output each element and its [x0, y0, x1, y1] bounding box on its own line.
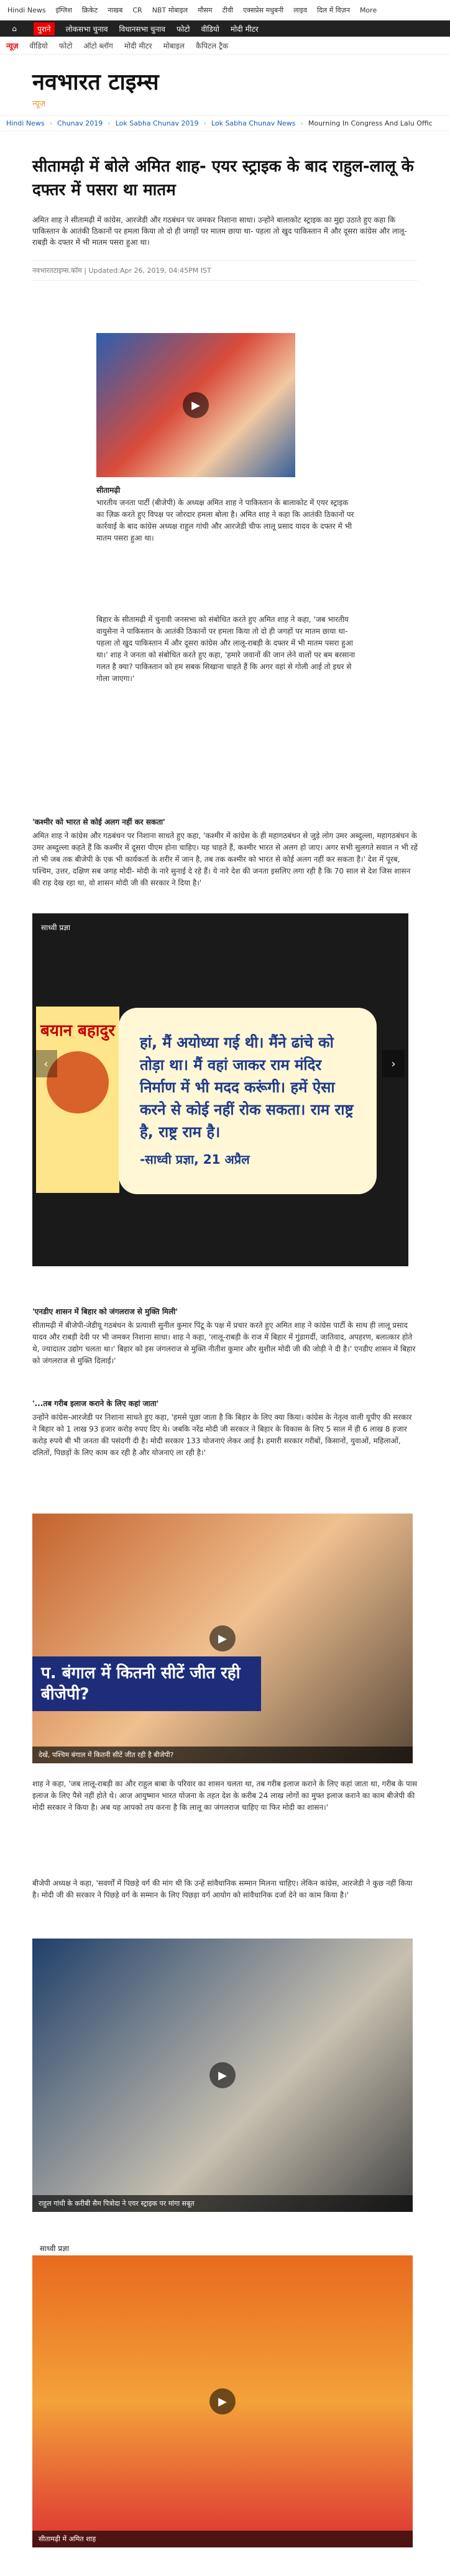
- play-icon[interactable]: ▶: [209, 1625, 236, 1651]
- breadcrumb-separator: ›: [203, 119, 206, 127]
- video-2-overlay: प. बंगाल में कितनी सीटें जीत रही बीजेपी?: [32, 1656, 261, 1711]
- breadcrumb-item-1[interactable]: Chunav 2019: [57, 119, 103, 127]
- article-paragraph-4: सीतामढ़ी में बीजेपी-जेडीयू गठबंधन के प्रत्याशी सुनील कुमार पिंटू के पक्ष में प्रचार करते हुए अमित शाह ने कांग्रेस पार्टी के साथ ही लालू प्रसाद यादव और राबड़ी देवी पर भी जमकर निशाना साधा। शाह ने कहा, 'लालू-राबड़ी के राज में बिहार में गुंडागर्दी, जातिवाद, अपहरण, बलात्कार होते थे, ज्यादातर उद्योग चलता था।' बिहार को इस जंगलराज से मुक्ति नीतीश कुमार और सुशील मोदी जी की जोड़ी ने दी है।' एनडीए शासन में बिहार को जंगलराज से मुक्ति दिलाई।': [32, 1321, 416, 1365]
- subnav-item-modi-meter[interactable]: मोदी मीटर: [124, 41, 152, 50]
- nav-item-5[interactable]: मोदी मीटर: [230, 24, 259, 34]
- subnav-item-photo[interactable]: फोटो: [58, 41, 73, 50]
- quote-text: हां, मैं अयोध्या गई थी। मैंने ढांचे को तोड़ा था। मैं वहां जाकर राम मंदिर निर्माण में भी मदद करूंगी। हमें ऐसा करने से कोई नहीं रोक सकता। राम राष्ट्र है, राष्ट्र राम है।: [140, 1034, 354, 1141]
- video-3-caption: राहुल गांधी के करीबी सैम पित्रोदा ने एयर स्ट्राइक पर मांगा सबूत: [32, 2195, 413, 2212]
- quote-attribution: -साध्वी प्रज्ञा, 21 अप्रैल: [140, 1152, 250, 1167]
- top-link-cricket[interactable]: क्रिकेट: [81, 6, 98, 14]
- article-subheading-1: 'कश्मीर को भारत से कोई अलग नहीं कर सकता': [32, 818, 165, 826]
- top-link-3[interactable]: नाखब: [108, 6, 123, 14]
- breadcrumb-separator: ›: [300, 119, 303, 127]
- breadcrumb-item-0[interactable]: Hindi News: [6, 119, 45, 127]
- nav-item-3[interactable]: फोटो: [176, 24, 190, 34]
- nav-item-4[interactable]: वीडियो: [201, 24, 219, 34]
- section-label[interactable]: न्यूज़: [32, 99, 46, 109]
- home-icon[interactable]: ⌂: [12, 24, 17, 33]
- top-link-8[interactable]: एक्सप्रेस मधुबनी: [242, 6, 284, 14]
- bayan-bahadur-panel: [36, 1007, 119, 1193]
- video-4-caption: सीतामढ़ी में अमित शाह: [32, 2531, 413, 2547]
- sub-navbar: [0, 37, 450, 55]
- top-link-english[interactable]: इंग्लिश: [55, 6, 72, 14]
- video-4-label: साध्वी प्रज्ञा: [40, 2244, 69, 2253]
- brand-header: [0, 55, 450, 115]
- article-headline: सीतामढ़ी में बोले अमित शाह- एयर स्ट्राइक के बाद राहुल-लालू के दफ्तर में पसरा था मातम: [32, 157, 414, 199]
- video-player-2[interactable]: [32, 1514, 413, 1763]
- subnav-item-news[interactable]: न्यूज़: [6, 41, 19, 50]
- breadcrumb-separator: ›: [108, 119, 111, 127]
- subnav-item-capital[interactable]: कैपिटल ट्रैक: [195, 41, 229, 50]
- play-icon[interactable]: ▶: [183, 392, 209, 418]
- top-link-more[interactable]: More: [359, 6, 377, 14]
- subnav-item-mobile[interactable]: मोबाइल: [163, 41, 185, 50]
- article-paragraph-2: बिहार के सीतामढ़ी में चुनावी जनसभा को संबोधित करते हुए अमित शाह ने कहा, 'जब भारतीय वायुसेना ने पाकिस्तान के आतंकी ठिकानों पर हमला किया तो दो ही जगहों पर मातम छाया था- पहला तो खुद पाकिस्तान में और दूसरा कांग्रेस और लालू-राबड़ी के दफ्तर में भी मातम पसरा हुआ था।' शाह ने जनता को संबोधित करते हुए कहा, 'हमारे जवानों की जान लेने वालों पर बम बरसाना गलत है क्या? पाकिस्तान को हम सबक सिखाना चाहते हैं कि अगर वहां से गोली आई तो इधर से गोला जाएगा।': [96, 615, 356, 683]
- article-subheading-3: '...तब गरीब इलाज कराने के लिए कहां जाता': [32, 1399, 159, 1408]
- carousel-prev-icon[interactable]: ‹: [35, 1050, 57, 1077]
- video-player-4[interactable]: [32, 2244, 413, 2547]
- top-link-9[interactable]: लाइव: [293, 6, 307, 14]
- top-link-7[interactable]: टीवी: [222, 6, 233, 14]
- breadcrumb-current: Mourning In Congress And Lalu Offic: [308, 119, 433, 127]
- play-icon[interactable]: ▶: [209, 2388, 236, 2414]
- top-link-5[interactable]: NBT मोबाइल: [152, 6, 188, 14]
- article-paragraph-3: अमित शाह ने कांग्रेस और गठबंधन पर निशाना साधते हुए कहा, 'कश्मीर में कांग्रेस के ही महागठबंधन से जुड़े लोग उमर अब्दुल्ला, महागठबंधन के उमर अब्दुल्ला कहते हैं कि कश्मीर में दूसरा पीएम होना चाहिए। यह चाहते हैं, कश्मीर भारत से अलग हो जाए। अगर सभी सुलगते सवाल न भी रहें तो भी जब तक बीजेपी के एक भी कार्यकर्ता के शरीर में जान है, तब तक कश्मीर को भारत से कोई अलग नहीं कर सकता है।' देश में पूरब, पश्चिम, उत्तर, दक्षिण सब जगह मोदी- मोदी के नारे सुनाई दे रहे हैं। ये नारे देश की जनता इसलिए लगा रही है कि 70 साल से देश जिस शासन की राह देख रहा था, वो शासन मोदी जी की सरकार ने दिया है।': [32, 831, 418, 887]
- article-byline: नवभारतटाइम्स.कॉम | Updated:Apr 26, 2019, 04:45PM IST: [32, 260, 418, 281]
- main-navbar: [0, 21, 450, 37]
- top-utility-bar: [0, 0, 450, 21]
- video-player-3[interactable]: [32, 1939, 413, 2212]
- hero-video[interactable]: [96, 333, 295, 477]
- top-link-10[interactable]: दिल में विज़न: [316, 6, 350, 14]
- carousel-next-icon[interactable]: ›: [382, 1050, 405, 1077]
- quote-card: [119, 1008, 377, 1194]
- video-2-caption: देखें, पश्चिम बंगाल में कितनी सीटें जीत रही है बीजेपी?: [32, 1747, 413, 1763]
- article-location: सीतामढ़ी: [96, 486, 121, 495]
- top-link-4[interactable]: CR: [132, 6, 142, 14]
- nav-item-0[interactable]: पुराने: [34, 22, 55, 35]
- subnav-item-video[interactable]: वीडियो: [29, 41, 48, 50]
- article-paragraph-7: बीजेपी अध्यक्ष ने कहा, 'सवर्णों में पिछड़े वर्ग की मांग थी कि उन्हें सांवैधानिक सम्मान मिलना चाहिए। लेकिन कांग्रेस, आरजेडी ने कुछ नहीं किया है। मोदी जी की सरकार ने पिछड़े वर्ग के सम्मान के लिए पिछड़ा वर्ग आयोग को सांवैधानिक दर्जा देने का काम किया है।': [32, 1879, 413, 1899]
- subnav-item-auto[interactable]: ऑटो ब्लॉग: [83, 41, 113, 50]
- play-icon[interactable]: ▶: [209, 2062, 236, 2088]
- article-paragraph-1: भारतीय जनता पार्टी (बीजेपी) के अध्यक्ष अमित शाह ने पाकिस्तान के बालाकोट में एयर स्ट्राइक का ज़िक्र करते हुए विपक्ष पर जोरदार हमला बोला है। अमित शाह ने कहा कि आतंकी ठिकानों पर कार्रवाई के बाद कांग्रेस अध्यक्ष राहुल गांधी और आरजेडी चीफ लालू प्रसाद यादव के दफ्तर में भी मातम पसरा हुआ था।: [96, 498, 354, 542]
- top-link-6[interactable]: मौसम: [198, 6, 213, 14]
- video-1-label: साध्वी प्रज्ञा: [41, 923, 70, 932]
- top-link-hindi-news[interactable]: Hindi News: [7, 6, 46, 14]
- article-summary: अमित शाह ने सीतामढ़ी में कांग्रेस, आरजेडी और गठबंधन पर जमकर निशाना साधा। उन्होंने बालाकोट स्ट्राइक का मुद्दा उठाते हुए कहा कि पाकिस्तान के आतंकी ठिकानों पर हमला किया तो दो ही जगहों पर मातम छाया था- पहला तो खुद पाकिस्तान में और दूसरा कांग्रेस और लालू-राबड़ी के दफ्तर में भी मातम पसरा हुआ था।: [32, 216, 407, 247]
- bayan-bahadur-title: बयान बहादुर: [40, 1021, 115, 1040]
- breadcrumb-separator: ›: [49, 119, 52, 127]
- breadcrumb-item-2[interactable]: Lok Sabha Chunav 2019: [115, 119, 199, 127]
- nav-item-1[interactable]: लोकसभा चुनाव: [65, 24, 108, 34]
- nav-item-2[interactable]: विधानसभा चुनाव: [119, 24, 165, 34]
- article-paragraph-6: शाह ने कहा, 'जब लालू-राबड़ी का और राहुल बाबा के परिवार का शासन चलता था, तब गरीब इलाज कराने के लिए कहां जाता था, गरीब के पास इलाज के लिए पैसे नहीं होते थे। आज आयुष्मान भारत योजना के तहत देश के करीब 24 लाख लोगों का मुफ्त इलाज कराने का काम बीजेपी की मोदी सरकार ने किया है। अब यह आपको तय करना है कि लालू का जंगलराज चाहिए या फिर मोदी का शासन।': [32, 1779, 417, 1812]
- site-logo[interactable]: नवभारत टाइम्स: [32, 70, 159, 95]
- article-paragraph-5: उन्होंने कांग्रेस-आरजेडी पर निशाना साधते हुए कहा, 'हमसे पूछा जाता है कि बिहार के लिए क्या किया। कांग्रेस के नेतृत्व वाली यूपीए की सरकार ने बिहार को 1 लाख 93 हजार करोड़ रुपए दिए थे। जबकि नरेंद्र मोदी जी सरकार ने बिहार के विकास के लिए 5 साल में ही 6 लाख 8 हजार करोड़ रुपये बी भी जनता की पसंदगी दी है। मोदी सरकार 133 योजनाएं लेकर आई है। हमारी सरकार गरीबों, किसानों, युवाओं, महिलाओं, दलितों, पिछड़ों के लिए काम कर रही है और योजनाएं ला रही है।': [32, 1413, 412, 1457]
- breadcrumb: [0, 115, 450, 131]
- article-subheading-2: 'एनडीए शासन में बिहार को जंगलराज से मुक्ति मिली': [32, 1307, 178, 1316]
- breadcrumb-item-3[interactable]: Lok Sabha Chunav News: [211, 119, 296, 127]
